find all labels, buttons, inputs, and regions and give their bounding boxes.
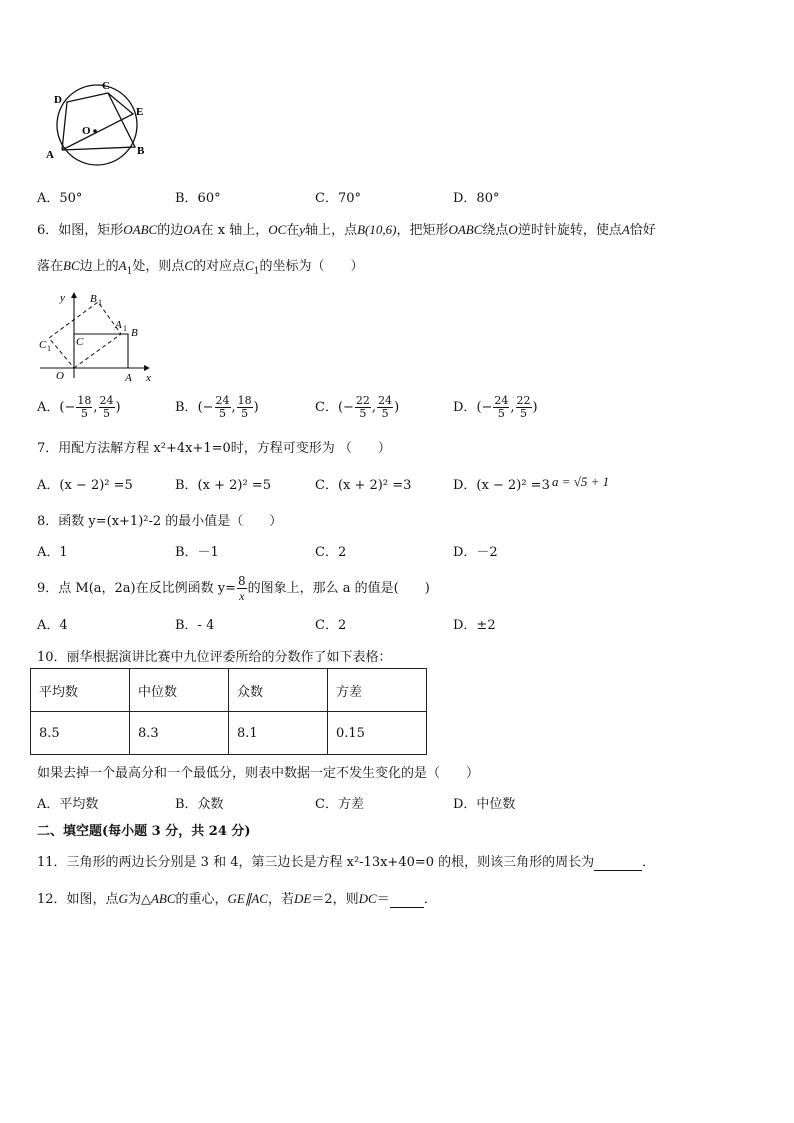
q6-text: 逆时针旋转，使点 [517,223,622,238]
q6-text: ，把矩形 [396,223,449,238]
option-letter: C． [315,400,338,415]
fraction [237,574,247,603]
q6-text: 6．如图，矩形 [37,223,124,238]
q12-math: DC [358,891,377,906]
q12-text: ． [423,892,437,907]
denominator: 5 [497,407,505,420]
q6-stem-line2 [37,255,363,277]
q12-text: ＝2，则 [311,892,359,907]
numerator: 22 [355,394,370,407]
q6-text: 的对应点 [193,259,246,274]
q6-math: OA [183,222,201,237]
numerator: 24 [494,394,509,407]
q6-text: 边上的 [79,259,119,274]
fraction [516,395,532,420]
label-a: A [46,149,54,161]
label-b: B [137,145,145,157]
denominator: 5 [381,407,389,420]
q12-text: 的重心， [175,892,228,907]
denominator: 5 [520,407,528,420]
option-letter: A． [37,400,60,415]
q7-option-b[interactable]: B．(x + 2)² =5 [175,478,271,493]
q6-math: OABC [448,222,483,237]
denominator: 5 [103,407,110,420]
q6-option-d[interactable]: D．(− $\frac{24}{5}$ , $\frac{22}{5}$ ) [453,394,538,420]
fraction [215,395,231,420]
q6-text: 的边 [157,223,184,238]
denominator: 5 [219,407,227,420]
header-cell: 平均数 [31,669,130,712]
q9-option-b[interactable]: B．- 4 [175,618,215,633]
q8-option-c[interactable]: C．2 [315,545,347,560]
q12-text: ，若 [267,892,294,907]
q6-coordinate-figure [34,288,164,388]
fraction [76,395,92,420]
label-a: A [125,372,132,384]
answer-blank[interactable] [390,892,424,908]
q7-option-d[interactable]: D．(x − 2)² =3 [453,478,550,493]
q7-stray-expression: a = √5 + 1 [552,474,610,489]
q6-math: O [508,222,518,237]
q6-math: A [118,258,127,273]
label-b1: B [90,293,97,305]
q6-math: A [621,222,630,237]
fraction [493,395,509,420]
q9-option-d[interactable]: D．±2 [453,618,496,633]
q5-option-c[interactable]: C．70° [315,191,361,206]
label-a1: A [115,319,122,331]
q12-text: 12．如图，点 [37,892,119,907]
label-b1-sub: 1 [98,298,102,307]
q7-option-a[interactable]: A．(x − 2)² =5 [37,478,133,493]
circle [57,85,137,165]
label-d: D [54,94,62,106]
rotated-rectangle [49,302,121,368]
q9-option-a[interactable]: A．4 [37,618,68,633]
q6-text: 在 [286,223,300,238]
q12-stem [37,888,437,908]
q6-math: B(10,6) [357,222,397,237]
q5-option-d[interactable]: D．80° [453,191,500,206]
numerator: 22 [516,394,531,407]
label-o: O [82,125,91,137]
q12-text: ＝ [376,892,390,907]
q7-stem: 7．用配方法解方程 x²+4x+1=0时，方程可变形为 （ ） [37,441,391,456]
numerator: 24 [378,394,393,407]
label-c: C [102,80,110,92]
fraction [377,395,393,420]
q6-subscript: 1 [126,266,133,277]
label-e: E [136,106,144,118]
q6-text: 在 x 轴上， [200,223,269,238]
q6-text: 落在 [37,259,64,274]
denominator: 5 [80,407,88,420]
q12-math: ABC [150,891,176,906]
q6-math: OC [268,222,287,237]
q6-text: 绕点 [482,223,509,238]
q11-text: 11．三角形的两边长分别是 3 和 4，第三边长是方程 x²-13x+40=0 的根，则该三角形的周长为 [37,855,595,870]
y-axis-arrow [71,292,77,298]
q10-option-b[interactable]: B．众数 [175,797,224,812]
x-axis-arrow [144,365,150,371]
q5-option-a[interactable]: A．50° [37,191,83,206]
q5-circle-figure [40,78,160,168]
q6-text: 轴上，点 [305,223,358,238]
section-title: 二、填空题(每小题 3 分，共 24 分) [37,824,251,839]
denominator: x [239,589,245,603]
numerator: 18 [77,394,92,407]
q6-math: C [245,258,254,273]
q6-stem-line1 [37,219,656,238]
q9-text: 9．点 M(a，2a)在反比例函数 y= [37,581,236,596]
q9-text: 的图象上，那么 a 的值是( ) [247,581,430,596]
label-a1-sub: 1 [123,324,127,333]
q9-option-c[interactable]: C．2 [315,618,347,633]
table-cell: 8.1 [229,712,328,755]
table-cell: 8.5 [31,712,130,755]
q5-option-b[interactable]: B．60° [175,191,221,206]
numerator: 24 [99,394,114,407]
denominator: 5 [359,407,367,420]
q9-stem [37,574,430,603]
header-cell: 众数 [229,669,328,712]
option-letter: D． [453,400,477,415]
header-cell: 方差 [328,669,427,712]
label-x: x [146,372,151,384]
q10-stem: 10．丽华根据演讲比赛中九位评委所给的分数作了如下表格： [37,650,392,665]
label-c1: C [39,339,47,351]
fraction [355,395,371,420]
table-header-row [31,669,427,712]
q11-text: ． [642,855,656,870]
q6-text: 恰好 [629,223,656,238]
q8-option-a[interactable]: A．1 [37,545,68,560]
inscribed-polygon [62,93,135,150]
q6-math: OABC [123,222,158,237]
label-c1-sub: 1 [47,344,51,353]
q8-stem: 8．函数 y=(x+1)²-2 的最小值是（ ） [37,514,283,529]
q11-stem [37,851,655,871]
q12-math: G [118,891,128,906]
q12-math: DE [293,891,312,906]
q6-option-a[interactable]: A．(− $\frac{18}{5}$ , $\frac{24}{5}$ ) [37,394,121,420]
center-point-o [93,129,97,133]
label-o: O [56,370,64,382]
q6-text: 的坐标为（ ） [259,259,364,274]
option-letter: B． [175,400,198,415]
q8-option-b[interactable]: B．－1 [175,545,219,560]
q6-math: BC [63,258,80,273]
q10-option-a[interactable]: A．平均数 [37,797,99,812]
q6-text: 处，则点 [132,259,185,274]
q7-option-c[interactable]: C．(x + 2)² =3 [315,478,412,493]
fraction [237,395,253,420]
table-cell: 8.3 [130,712,229,755]
denominator: 5 [241,407,249,420]
table-cell: 0.15 [328,712,427,755]
numerator: 24 [215,394,230,407]
numerator: 18 [237,394,252,407]
q10-option-d[interactable]: D．中位数 [453,797,516,812]
label-b: B [131,327,138,339]
q6-subscript: 1 [253,266,260,277]
q12-math: GE∥AC [227,891,268,906]
label-y: y [60,292,65,304]
label-c: C [76,336,84,348]
q6-option-b[interactable]: B．(− $\frac{24}{5}$ , $\frac{18}{5}$ ) [175,394,259,420]
header-cell: 中位数 [130,669,229,712]
fraction [99,395,115,420]
q8-option-d[interactable]: D．－2 [453,545,498,560]
q6-option-c[interactable]: C．(− $\frac{22}{5}$ , $\frac{24}{5}$ ) [315,394,400,420]
q10-follow-up: 如果去掉一个最高分和一个最低分，则表中数据一定不发生变化的是（ ） [37,766,480,781]
table-row [31,712,427,755]
q10-option-c[interactable]: C．方差 [315,797,364,812]
score-table [30,668,427,755]
q12-text: 为△ [127,892,151,907]
q6-math: C [184,258,194,273]
numerator: 8 [238,574,246,588]
q6-math: y [299,222,306,237]
answer-blank[interactable] [594,855,642,871]
